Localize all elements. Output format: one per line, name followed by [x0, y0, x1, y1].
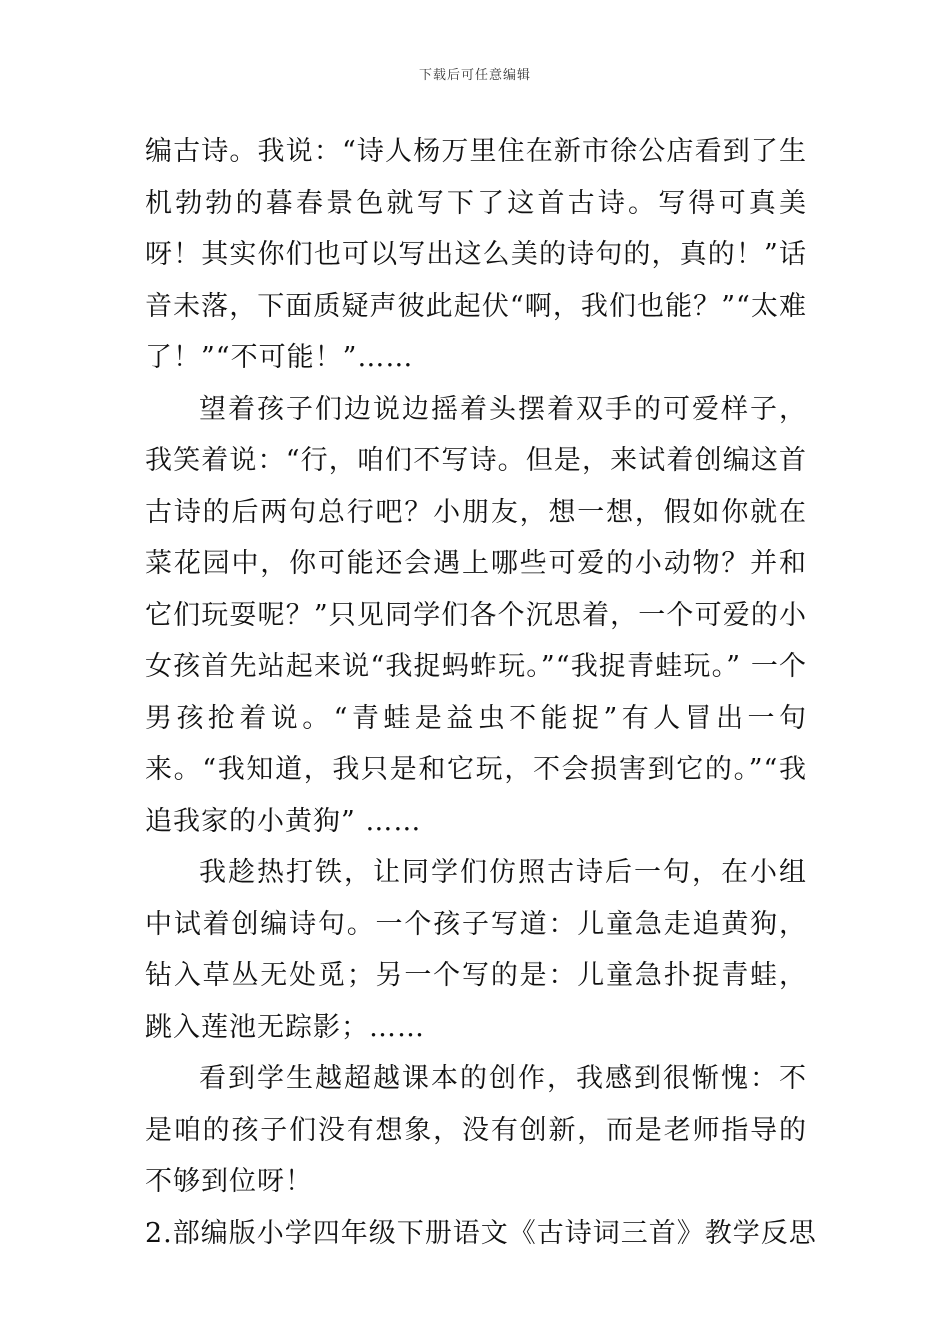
- section-heading: 2.部编版小学四年级下册语文《古诗词三首》教学反思: [145, 1217, 817, 1249]
- paragraph-1: 编古诗。我说：“诗人杨万里住在新市徐公店看到了生机勃勃的暮春景色就写下了这首古诗。写得可真美呀！其实你们也可以写出这么美的诗句的，真的！”话音未落，下面质疑声彼此起伏“啊，我们也能？”“太难了！”“不可能！”……: [145, 136, 807, 373]
- document-body: [145, 126, 817, 1259]
- paragraph-2: 望着孩子们边说边摇着头摆着双手的可爱样子，我笑着说：“行，咱们不写诗。但是，来试着创编这首古诗的后两句总行吧？小朋友，想一想，假如你就在菜花园中，你可能还会遇上哪些可爱的小动物？并和它们玩耍呢？”只见同学们各个沉思着，一个可爱的小女孩首先站起来说“我捉蚂蚱玩。”“我捉青蛙玩。” 一个男孩抢着说。“青蛙是益虫不能捉”有人冒出一句来。“我知道，我只是和它玩，不会损害到它的。”“我追我家的小黄狗” ……: [145, 393, 807, 837]
- page-header-note: 下载后可任意编辑: [418, 68, 531, 83]
- paragraph-3: 我趁热打铁，让同学们仿照古诗后一句，在小组中试着创编诗句。一个孩子写道：儿童急走追黄狗，钻入草丛无处觅；另一个写的是：儿童急扑捉青蛙，跳入莲池无踪影；……: [145, 857, 807, 1043]
- paragraph-4: 看到学生越超越课本的创作，我感到很惭愧：不是咱的孩子们没有想象，没有创新，而是老师指导的不够到位呀！: [145, 1063, 807, 1197]
